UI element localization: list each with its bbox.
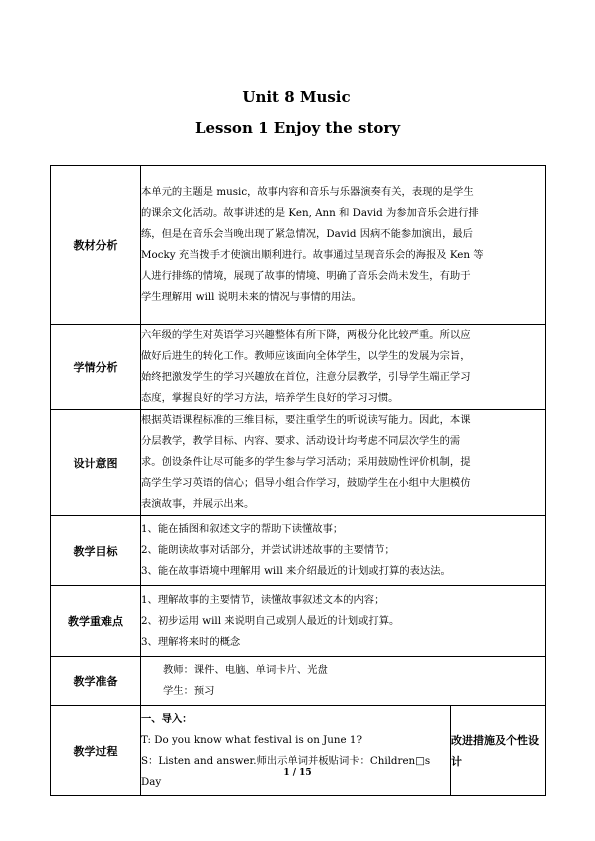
text-line: 高学生学习英语的信心；倡导小组合作学习，鼓励学生在小组中大胆模仿 <box>141 477 471 489</box>
text-line: 学生理解用 will 说明未来的情况与事情的用法。 <box>141 291 362 303</box>
text-line: 做好后进生的转化工作。教师应该面向全体学生，以学生的发展为宗旨， <box>141 350 471 362</box>
text-line: 1、能在插图和叙述文字的帮助下读懂故事； <box>141 523 344 535</box>
text-line: 学生：预习 <box>163 685 215 697</box>
text-line: 2、初步运用 will 来说明自己或别人最近的计划或打算。 <box>141 614 400 627</box>
text-line: 练，但是在音乐会当晚出现了紧急情况，David 因病不能参加演出，最后 <box>141 228 473 240</box>
text-line: 1、理解故事的主要情节，读懂故事叙述文本的内容； <box>141 593 385 606</box>
row-student-analysis <box>51 325 546 410</box>
content-design-intent <box>141 410 546 516</box>
text-line: 人进行排练的情境，展现了故事的情境、明确了音乐会尚未发生，有助于 <box>141 270 471 282</box>
page-number: 1 / 15 <box>283 768 312 778</box>
text-line: 六年级的学生对英语学习兴趣整体有所下降，两极分化比较严重。所以应 <box>141 329 471 341</box>
label-design-intent: 设计意图 <box>51 410 141 516</box>
text-line: 分层教学，教学目标、内容、要求、活动设计均考虑不同层次学生的需 <box>141 435 461 447</box>
text-line: 2、能朗读故事对话部分，并尝试讲述故事的主要情节； <box>141 544 395 556</box>
text-line: 3、理解将来时的概念 <box>141 635 241 648</box>
text-line: 态度，掌握良好的学习方法，培养学生良好的学习习惯。 <box>141 392 399 404</box>
text-line: 求。创设条件让尽可能多的学生参与学习活动；采用鼓励性评价机制，提 <box>141 456 471 468</box>
lesson-subtitle: Lesson 1 Enjoy the story <box>194 119 401 137</box>
content-material-analysis <box>141 166 546 325</box>
row-key-points <box>51 586 546 657</box>
text-line: 的课余文化活动。故事讲述的是 Ken, Ann 和 David 为参加音乐会进行排 <box>141 207 479 219</box>
text-line: 根据英语课程标准的三维目标，要注重学生的听说读写能力。因此，本课 <box>141 414 471 426</box>
text-line: Mocky 充当拨手才使演出顺利进行。故事通过呈现音乐会的海报及 Ken 等 <box>141 249 484 261</box>
document-title: Unit 8 Music <box>242 88 351 106</box>
label-student-analysis: 学情分析 <box>51 325 141 410</box>
row-teaching-process <box>51 706 546 796</box>
text-line: T: Do you know what festival is on June 1? <box>141 733 362 746</box>
row-design-intent <box>51 410 546 516</box>
section-heading: 一、导入： <box>141 712 193 725</box>
label-teaching-goals: 教学目标 <box>51 516 141 586</box>
content-key-points <box>141 586 546 657</box>
label-preparation: 教学准备 <box>51 657 141 706</box>
row-material-analysis <box>51 166 546 325</box>
content-teaching-goals <box>141 516 546 586</box>
label-key-points: 教学重难点 <box>51 586 141 657</box>
text-line: 表演故事，并展示出来。 <box>141 498 255 510</box>
text-line: Day <box>141 775 162 788</box>
label-material-analysis: 教材分析 <box>51 166 141 325</box>
label-teaching-process: 教学过程 <box>51 706 141 796</box>
lesson-plan-table <box>50 165 546 796</box>
text-line: 本单元的主题是 music，故事内容和音乐与乐器演奏有关，表现的是学生 <box>141 186 474 198</box>
text-line: 始终把激发学生的学习兴趣放在首位，注意分层教学，引导学生端正学习 <box>141 371 471 383</box>
content-student-analysis <box>141 325 546 410</box>
row-teaching-goals <box>51 516 546 586</box>
text-line: S：Listen and answer.师出示单词并板贴词卡：Children□s <box>141 754 431 767</box>
row-preparation <box>51 657 546 706</box>
text-line: 3、能在故事语境中理解用 will 来介绍最近的计划或打算的表达法。 <box>141 565 451 577</box>
improvement-notes-column: 改进措施及个性设计 <box>451 706 546 796</box>
text-line: 教师：课件、电脑、单词卡片、光盘 <box>163 664 328 676</box>
content-preparation <box>141 657 546 706</box>
content-teaching-process <box>141 706 451 796</box>
